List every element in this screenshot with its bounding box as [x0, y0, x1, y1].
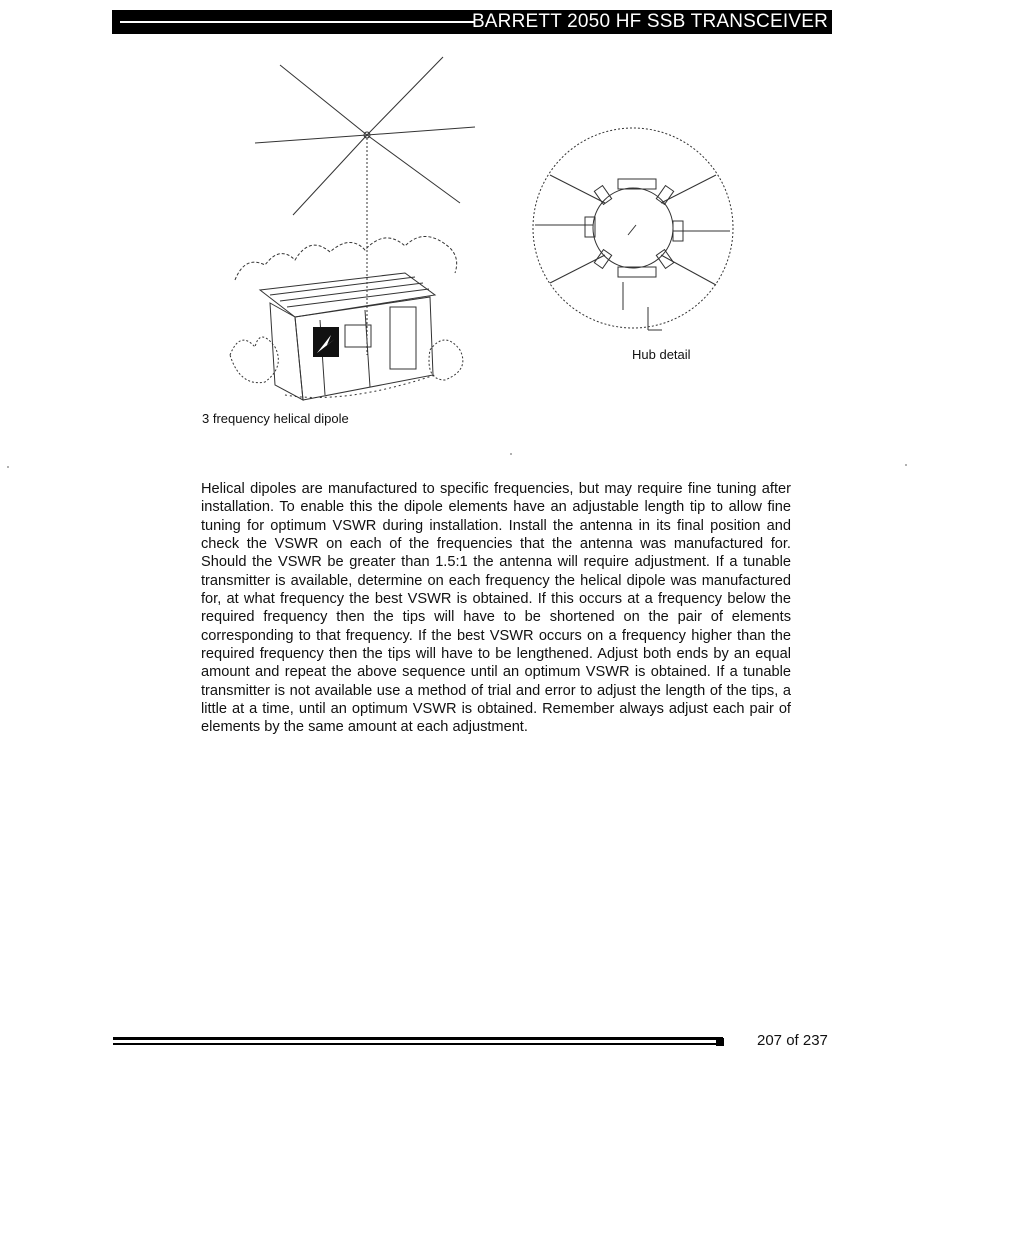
- footer-rule-end: [716, 1038, 724, 1046]
- scan-speck: [7, 466, 9, 468]
- element-line: [661, 175, 716, 203]
- antenna-caption: 3 frequency helical dipole: [202, 411, 349, 426]
- footer-rule: [113, 1043, 723, 1045]
- clamp: [656, 186, 673, 205]
- page-number: 207 of 237: [757, 1032, 828, 1049]
- center-bolt: [628, 225, 636, 235]
- dipole-element: [367, 135, 460, 203]
- clamp: [594, 250, 611, 269]
- ground-line: [285, 375, 435, 398]
- dipole-element: [293, 135, 367, 215]
- dipole-element: [255, 135, 367, 143]
- dipole-element: [280, 65, 367, 135]
- scan-speck: [905, 464, 907, 466]
- scan-speck: [510, 453, 512, 455]
- hub-detail-illustration: [530, 125, 740, 340]
- bush: [230, 337, 278, 383]
- element-line: [661, 255, 716, 285]
- helical-dipole-illustration: [225, 55, 490, 405]
- hub-caption: Hub detail: [632, 347, 691, 362]
- body-paragraph: Helical dipoles are manufactured to specific frequencies, but may require fine tuning after installation. To enable this the dipole elements have an adjustable length tip to allow fine tuning for optimum VSWR during installation. Install the antenna in its final position and check the VSWR on each of the frequencies that the antenna was manufactured for. Should the VSWR be greater than 1.5:1 the antenna will require adjustment. If a tunable transmitter is available, determine on each frequency the helical dipole was manufactured for, at what frequency the best VSWR is obtained. If this occurs at a frequency below the required frequency then the tips will have to be shortened on the pair of elements corresponding to that frequency. If the best VSWR occurs on a frequency higher than the required frequency then the tips will have to be lengthened. Adjust both ends by an equal amount and repeat the above sequence until an optimum VSWR is obtained. If a tunable transmitter is not available use a method of trial and error to adjust the length of the tips, a little at a time, until an optimum VSWR is obtained. Remember always adjust each pair of elements by the same amount at each adjustment.: [201, 481, 791, 736]
- tree-line: [235, 236, 457, 280]
- dipole-element: [367, 127, 475, 135]
- clamp: [618, 267, 656, 277]
- header-bar: [112, 10, 832, 34]
- header-rule: [120, 21, 475, 23]
- document-title: BARRETT 2050 HF SSB TRANSCEIVER: [471, 11, 828, 32]
- footer-rule: [113, 1037, 723, 1040]
- shed-door: [390, 307, 416, 369]
- bush: [429, 340, 463, 380]
- dipole-element: [367, 57, 443, 135]
- clamp: [618, 179, 656, 189]
- shed-roof: [260, 273, 435, 317]
